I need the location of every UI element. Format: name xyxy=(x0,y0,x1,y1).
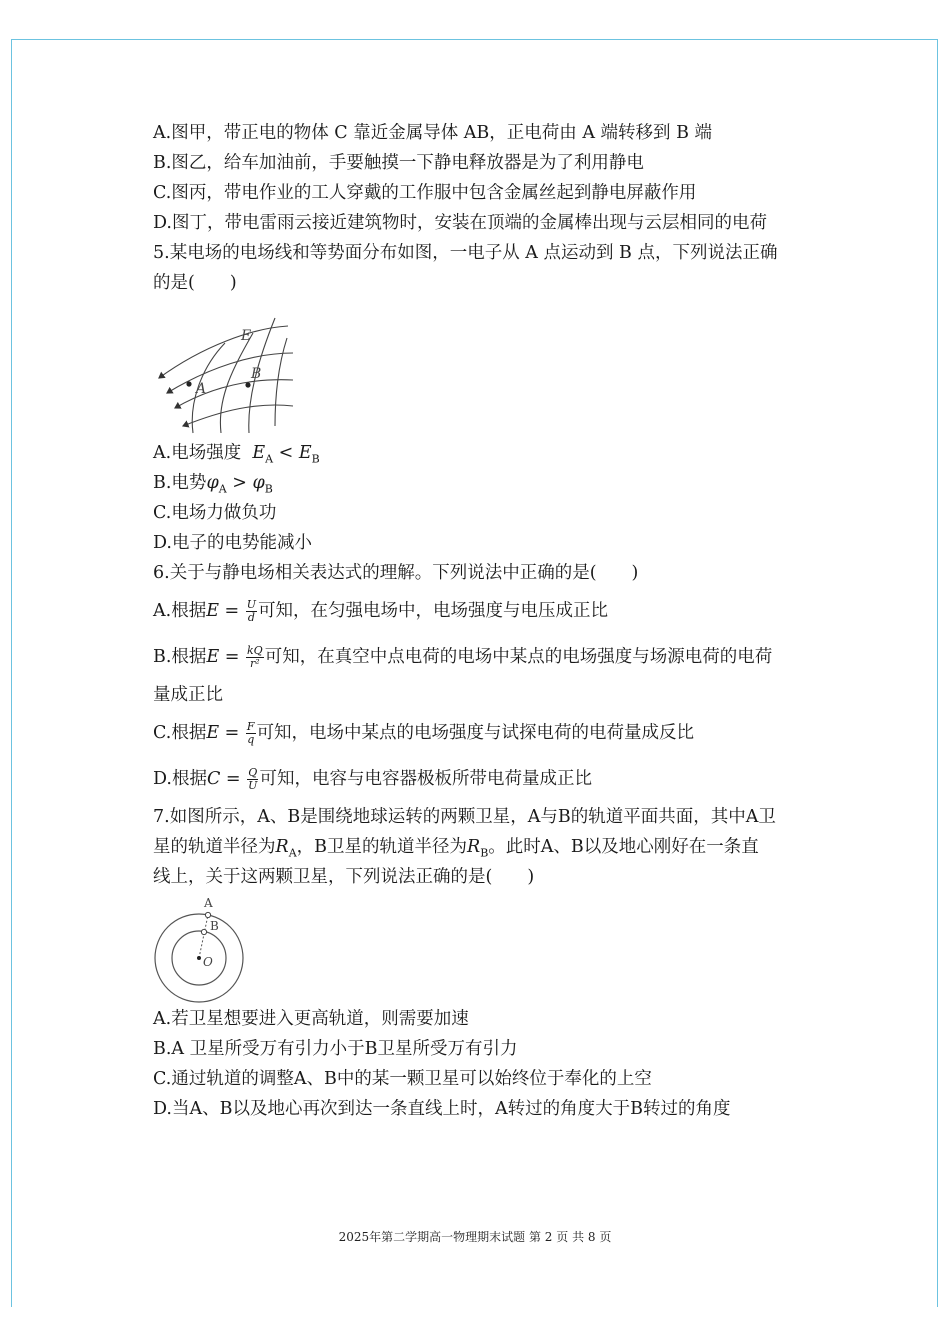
q5-option-d: D.电子的电势能减小 xyxy=(153,533,312,553)
point-a-marker xyxy=(186,381,191,386)
q6-option-a: A.根据E = $\frac{U}{d}$ 可知，在匀强电场中，电场强度与电压成正比 xyxy=(153,598,609,624)
q5-stem-line1: 5.某电场的电场线和等势面分布如图，一电子从 A 点运动到 B 点，下列说法正确 xyxy=(153,243,778,263)
q4-option-a: A.图甲，带正电的物体 C 靠近金属导体 AB，正电荷由 A 端转移到 B 端 xyxy=(153,123,713,143)
orbit-label-b: B xyxy=(210,919,219,933)
page-footer: 2025年第二学期高一物理期末试题 第 2 页 共 8 页 xyxy=(338,1230,612,1244)
q6-option-d: D.根据C = $\frac{Q}{U}$ 可知，电容与电容器极板所带电荷量成正比 xyxy=(153,766,592,792)
field-lines-diagram xyxy=(153,298,303,438)
orbit-label-o: O xyxy=(203,955,213,969)
q5-stem-line2: 的是( ) xyxy=(153,273,237,293)
page-content xyxy=(153,118,813,1124)
q4-option-b: B.图乙，给车加油前，手要触摸一下静电释放器是为了利用静电 xyxy=(153,153,644,173)
orbit-diagram xyxy=(153,892,253,1004)
fig-label-b: B xyxy=(251,366,262,382)
fig-label-a: A xyxy=(196,381,207,397)
point-b-marker xyxy=(245,382,250,387)
orbit-label-a: A xyxy=(204,896,213,910)
q6-option-b: B.根据E = $\frac{kQ}{\text{r²}}$ 可知，在真空中点电荷的电场中某点的电场强度与场源电荷的电荷 xyxy=(153,644,773,670)
q7-stem-line2: 星的轨道半径为$R_A$，B卫星的轨道半径为$R_B$。此时A、B以及地心刚好在一条直 xyxy=(153,837,759,860)
earth-center xyxy=(197,956,201,960)
q4-option-c: C.图丙，带电作业的工人穿戴的工作服中包含金属丝起到静电屏蔽作用 xyxy=(153,183,697,203)
q7-stem-line1: 7.如图所示，A、B是围绕地球运转的两颗卫星，A与B的轨道平面共面，其中A卫 xyxy=(153,807,776,827)
q5-option-b: B.电势$\varphi_A > \varphi_B$ xyxy=(153,473,273,496)
satellite-orbit-figure xyxy=(153,892,813,1004)
q5-option-c: C.电场力做负功 xyxy=(153,503,277,523)
q6-option-b-continued: 量成正比 xyxy=(153,685,223,705)
q6-option-c: C.根据E = $\frac{F}{q}$ 可知，电场中某点的电场强度与试探电荷的电荷量成反比 xyxy=(153,720,695,746)
q7-option-a: A.若卫星想要进入更高轨道，则需要加速 xyxy=(153,1009,469,1029)
satellite-b xyxy=(201,929,206,934)
satellite-a xyxy=(205,912,210,917)
q7-option-b: B.A 卫星所受万有引力小于B卫星所受万有引力 xyxy=(153,1039,518,1059)
fig-label-e: E xyxy=(241,328,252,344)
q5-option-a: A.电场强度 $E_A < E_B$ xyxy=(153,443,320,466)
q4-option-d: D.图丁，带电雷雨云接近建筑物时，安装在顶端的金属棒出现与云层相同的电荷 xyxy=(153,213,767,233)
q7-option-c: C.通过轨道的调整A、B中的某一颗卫星可以始终位于奉化的上空 xyxy=(153,1069,652,1089)
q7-stem-line3: 线上，关于这两颗卫星，下列说法正确的是( ) xyxy=(153,867,535,887)
q6-stem: 6.关于与静电场相关表达式的理解。下列说法中正确的是( ) xyxy=(153,563,639,583)
q7-option-d: D.当A、B以及地心再次到达一条直线上时，A转过的角度大于B转过的角度 xyxy=(153,1099,731,1119)
electric-field-figure xyxy=(153,298,813,438)
